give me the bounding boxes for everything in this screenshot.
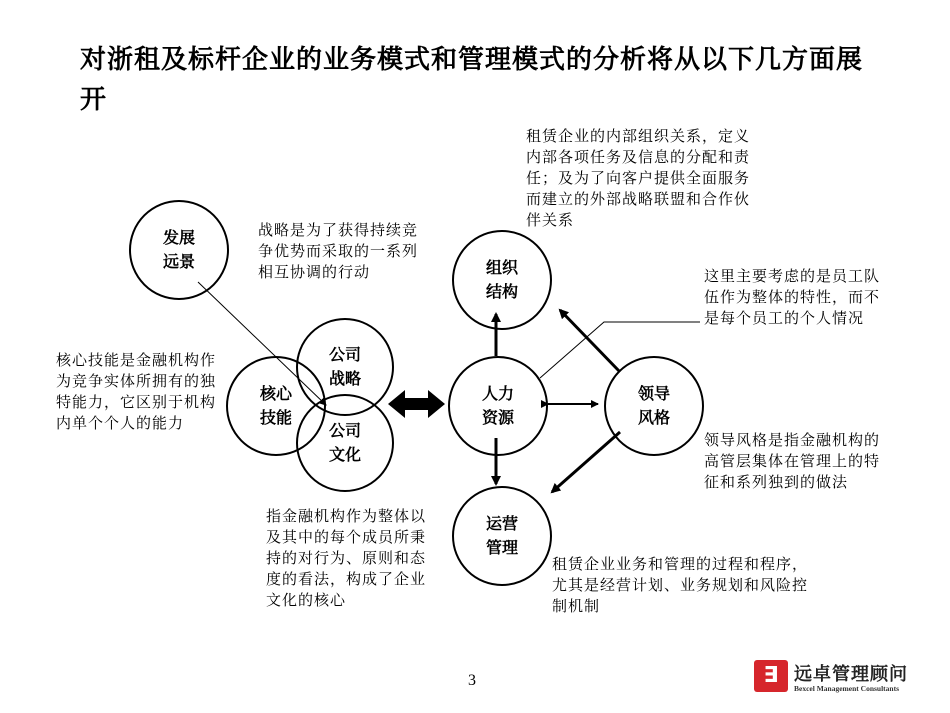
page-title: 对浙租及标杆企业的业务模式和管理模式的分析将从以下几方面展开 [80, 45, 864, 115]
circle-vision-label: 发展远景 [162, 228, 195, 271]
arrow-leader-org [560, 310, 620, 372]
circle-leader-label: 领导风格 [637, 384, 670, 427]
circle-leader [604, 356, 704, 456]
logo-mark-icon: ∃ [754, 660, 788, 692]
circle-culture-label: 公司文化 [328, 421, 361, 464]
note-strategy: 战略是为了获得持续竞争优势而采取的一系列相互协调的行动 [258, 221, 419, 281]
page-number: 3 [468, 672, 476, 689]
note-culture: 指金融机构作为整体以及其中的每个成员所秉持的对行为、原则和态度的看法，构成了企业文化的核心 [266, 507, 427, 609]
note-org: 租赁企业的内部组织关系，定义内部各项任务及信息的分配和责任；及为了向客户提供全面服务而建立的外部战略联盟和合作伙伴关系 [526, 127, 751, 229]
circle-org-label: 组织结构 [485, 258, 518, 301]
double-block-arrow [388, 390, 445, 418]
circle-strategy-label: 公司战略 [328, 345, 361, 388]
circle-vision [129, 200, 229, 300]
note-core: 核心技能是金融机构作为竞争实体所拥有的独特能力，它区别于机构内单个个人的能力 [56, 351, 217, 432]
arrow-leader-ops [552, 432, 620, 492]
circle-ops-label: 运营管理 [485, 514, 518, 557]
logo-name-cn: 远卓管理顾问 [794, 664, 908, 685]
circle-org [452, 230, 552, 330]
note-leader: 领导风格是指金融机构的高管层集体在管理上的特征和系列独到的做法 [704, 431, 881, 491]
note-ops: 租赁企业业务和管理的过程和程序，尤其是经营计划、业务规划和风险控制机制 [552, 555, 809, 615]
circle-core-label: 核心技能 [259, 384, 292, 427]
circle-hr-label: 人力资源 [481, 384, 514, 427]
circle-culture [296, 394, 394, 492]
circle-ops [452, 486, 552, 586]
circle-hr [448, 356, 548, 456]
note-hr: 这里主要考虑的是员工队伍作为整体的特性，而不是每个员工的个人情况 [704, 267, 881, 327]
company-logo [754, 658, 944, 698]
logo-name-en: Bexcel Management Consultants [794, 684, 899, 693]
